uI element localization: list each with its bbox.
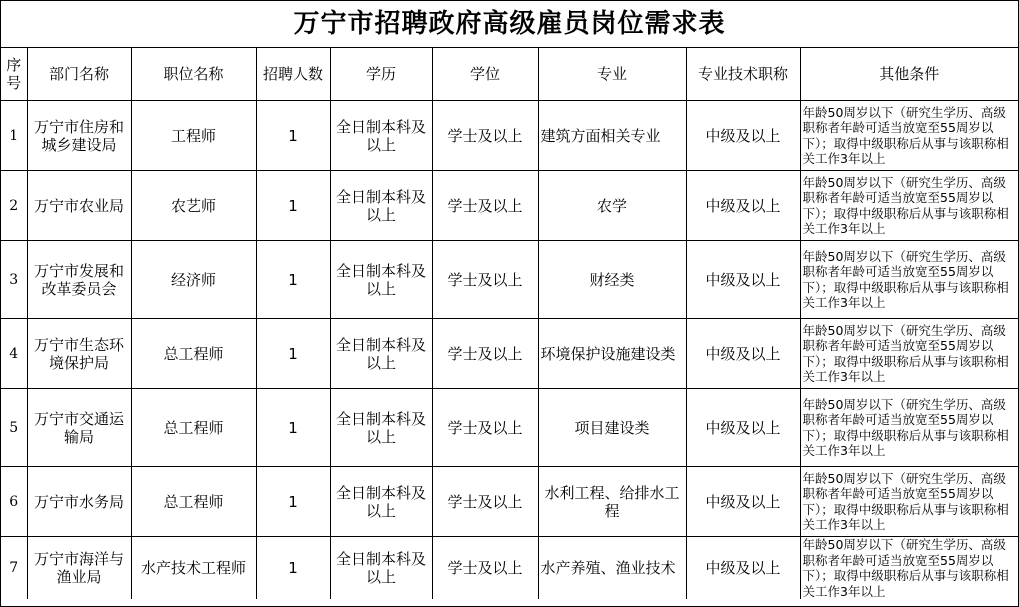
cell-education: 全日制本科及以上: [330, 241, 432, 319]
cell-education: 全日制本科及以上: [330, 101, 432, 171]
cell-seq: 1: [1, 101, 27, 171]
header-position: 职位名称: [131, 48, 256, 101]
cell-education: 全日制本科及以上: [330, 171, 432, 241]
table-row: [1, 101, 1018, 171]
cell-seq: 6: [1, 467, 27, 537]
cell-position: 农艺师: [131, 171, 256, 241]
table-row: [1, 171, 1018, 241]
cell-education: 全日制本科及以上: [330, 389, 432, 467]
cell-degree: 学士及以上: [432, 319, 538, 389]
page-title: 万宁市招聘政府高级雇员岗位需求表: [1, 1, 1018, 48]
cell-title: 中级及以上: [686, 101, 800, 171]
cell-education: 全日制本科及以上: [330, 319, 432, 389]
cell-dept: 万宁市发展和改革委员会: [27, 241, 131, 319]
cell-position: 总工程师: [131, 389, 256, 467]
header-count: 招聘人数: [256, 48, 330, 101]
cell-seq: 3: [1, 241, 27, 319]
cell-title: 中级及以上: [686, 389, 800, 467]
recruitment-table: [1, 48, 1018, 599]
cell-degree: 学士及以上: [432, 537, 538, 600]
cell-other: 年龄50周岁以下（研究生学历、高级职称者年龄可适当放宽至55周岁以下）；取得中级职称后从事与该职称相关工作3年以上: [800, 241, 1018, 319]
cell-count: 1: [256, 171, 330, 241]
cell-count: 1: [256, 537, 330, 600]
cell-dept: 万宁市交通运输局: [27, 389, 131, 467]
cell-position: 水产技术工程师: [131, 537, 256, 600]
cell-position: 总工程师: [131, 319, 256, 389]
cell-major: 环境保护设施建设类: [538, 319, 686, 389]
cell-major: 建筑方面相关专业: [538, 101, 686, 171]
table-row: [1, 389, 1018, 467]
header-major: 专业: [538, 48, 686, 101]
cell-position: 经济师: [131, 241, 256, 319]
cell-dept: 万宁市水务局: [27, 467, 131, 537]
cell-education: 全日制本科及以上: [330, 537, 432, 600]
cell-other: 年龄50周岁以下（研究生学历、高级职称者年龄可适当放宽至55周岁以下）；取得中级职称后从事与该职称相关工作3年以上: [800, 467, 1018, 537]
cell-major: 财经类: [538, 241, 686, 319]
cell-title: 中级及以上: [686, 319, 800, 389]
cell-degree: 学士及以上: [432, 389, 538, 467]
table-row: [1, 537, 1018, 600]
table-row: [1, 467, 1018, 537]
header-title: 专业技术职称: [686, 48, 800, 101]
cell-count: 1: [256, 319, 330, 389]
cell-other: 年龄50周岁以下（研究生学历、高级职称者年龄可适当放宽至55周岁以下）；取得中级职称后从事与该职称相关工作3年以上: [800, 389, 1018, 467]
header-education: 学历: [330, 48, 432, 101]
cell-count: 1: [256, 389, 330, 467]
cell-position: 工程师: [131, 101, 256, 171]
cell-position: 总工程师: [131, 467, 256, 537]
cell-major: 项目建设类: [538, 389, 686, 467]
cell-dept: 万宁市海洋与渔业局: [27, 537, 131, 600]
cell-degree: 学士及以上: [432, 171, 538, 241]
cell-major: 水利工程、给排水工程: [538, 467, 686, 537]
header-seq: 序号: [1, 48, 27, 101]
header-other: 其他条件: [800, 48, 1018, 101]
header-degree: 学位: [432, 48, 538, 101]
header-dept: 部门名称: [27, 48, 131, 101]
cell-dept: 万宁市住房和城乡建设局: [27, 101, 131, 171]
cell-degree: 学士及以上: [432, 467, 538, 537]
cell-seq: 5: [1, 389, 27, 467]
cell-seq: 2: [1, 171, 27, 241]
cell-other: 年龄50周岁以下（研究生学历、高级职称者年龄可适当放宽至55周岁以下）；取得中级职称后从事与该职称相关工作3年以上: [800, 319, 1018, 389]
cell-seq: 4: [1, 319, 27, 389]
cell-title: 中级及以上: [686, 537, 800, 600]
cell-title: 中级及以上: [686, 171, 800, 241]
cell-major: 水产养殖、渔业技术: [538, 537, 686, 600]
cell-count: 1: [256, 241, 330, 319]
cell-other: 年龄50周岁以下（研究生学历、高级职称者年龄可适当放宽至55周岁以下）；取得中级职称后从事与该职称相关工作3年以上: [800, 171, 1018, 241]
table-row: [1, 241, 1018, 319]
cell-degree: 学士及以上: [432, 101, 538, 171]
cell-dept: 万宁市农业局: [27, 171, 131, 241]
cell-degree: 学士及以上: [432, 241, 538, 319]
cell-other: 年龄50周岁以下（研究生学历、高级职称者年龄可适当放宽至55周岁以下）；取得中级职称后从事与该职称相关工作3年以上: [800, 101, 1018, 171]
cell-count: 1: [256, 101, 330, 171]
cell-dept: 万宁市生态环境保护局: [27, 319, 131, 389]
cell-seq: 7: [1, 537, 27, 600]
table-row: [1, 319, 1018, 389]
cell-title: 中级及以上: [686, 241, 800, 319]
cell-major: 农学: [538, 171, 686, 241]
table-header-row: [1, 48, 1018, 101]
cell-count: 1: [256, 467, 330, 537]
cell-title: 中级及以上: [686, 467, 800, 537]
cell-education: 全日制本科及以上: [330, 467, 432, 537]
cell-other: 年龄50周岁以下（研究生学历、高级职称者年龄可适当放宽至55周岁以下）；取得中级职称后从事与该职称相关工作3年以上: [800, 537, 1018, 600]
